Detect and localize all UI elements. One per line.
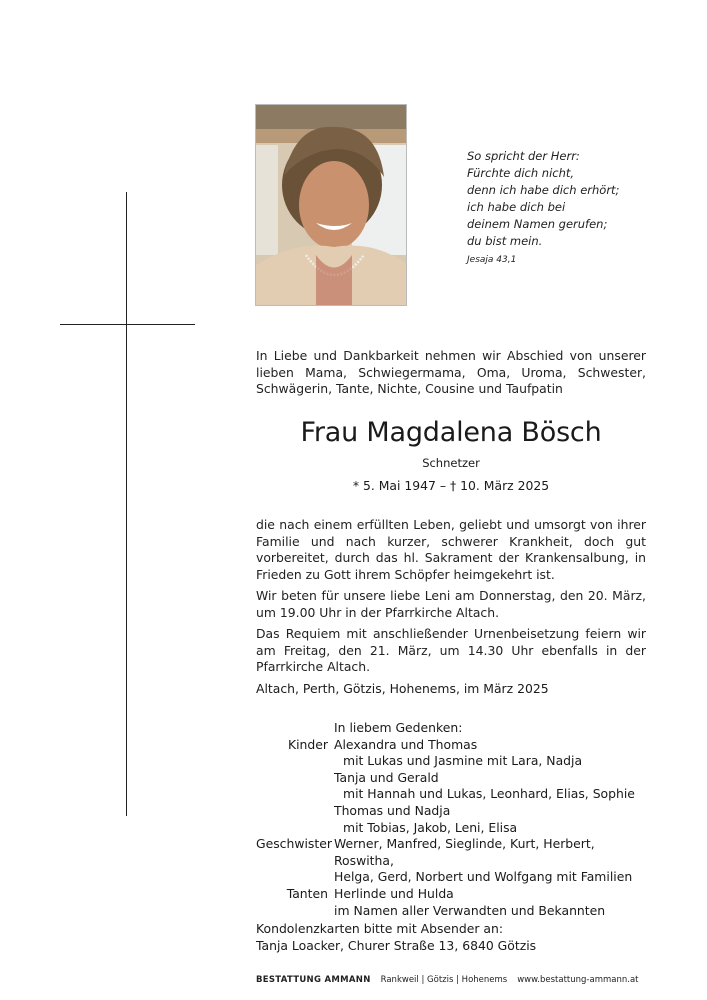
- list-item: [256, 886, 656, 903]
- maiden-name: Schnetzer: [422, 456, 480, 470]
- list-item: [256, 869, 656, 886]
- footer-website: www.bestattung-ammann.at: [517, 975, 639, 985]
- list-item: [256, 737, 656, 754]
- list-item: [256, 903, 656, 920]
- brand-word: AMMANN: [324, 975, 371, 985]
- verse-line: ich habe dich bei: [467, 200, 566, 214]
- relation-label: Tanten: [286, 885, 328, 901]
- bible-verse: [467, 148, 667, 269]
- list-item: [256, 720, 656, 737]
- relation-names: In liebem Gedenken:: [334, 720, 463, 735]
- list-item: [256, 786, 656, 803]
- relation-label: [256, 770, 334, 787]
- relation-label: Geschwister: [256, 836, 332, 852]
- list-item: [256, 836, 656, 869]
- relation-label: [256, 903, 334, 920]
- intro-paragraph: In Liebe und Dankbarkeit nehmen wir Abschied von unserer lieben Mama, Schwiegermama, Oma, Uroma, Schwester, Schwägerin, Tante, Nichte, Cousine und Taufpatin: [256, 348, 646, 396]
- brand-word: BESTATTUNG: [256, 975, 322, 985]
- condolence-line: Kondolenzkarten bitte mit Absender an:: [256, 921, 504, 936]
- verse-reference: Jesaja 43,1: [467, 255, 517, 265]
- relation-names: Tanja und Gerald: [334, 769, 439, 785]
- relation-names: Herlinde und Hulda: [334, 885, 454, 901]
- list-item: [256, 753, 656, 770]
- body-paragraph-2: Wir beten für unsere liebe Leni am Donnerstag, den 20. März, um 19.00 Uhr in der Pfarrkirche Altach.: [256, 588, 646, 620]
- deceased-name: Frau Magdalena Bösch: [300, 417, 602, 448]
- body-paragraph-1: die nach einem erfüllten Leben, geliebt und umsorgt von ihrer Familie und nach kurzer, schwerer Krankheit, doch gut vorbereitet, durch das hl. Sakrament der Krankensalbung, in Frieden zu Gott ihrem Schöpfer heimgekehrt ist.: [256, 517, 646, 582]
- cross-vertical-line: [126, 192, 127, 816]
- relation-label: [256, 753, 334, 770]
- relation-label: [256, 786, 334, 803]
- footer: [256, 975, 639, 985]
- condolence-address: [256, 920, 536, 954]
- relation-names: mit Tobias, Jakob, Leni, Elisa: [343, 819, 518, 835]
- list-item: [256, 770, 656, 787]
- relation-label: [256, 803, 334, 820]
- relation-names: Helga, Gerd, Norbert und Wolfgang mit Familien: [334, 869, 633, 885]
- place-date: Altach, Perth, Götzis, Hohenems, im März 2025: [256, 681, 549, 696]
- list-item: [256, 820, 656, 837]
- relation-names: Werner, Manfred, Sieglinde, Kurt, Herbert, Roswitha,: [334, 836, 595, 868]
- footer-locations: Rankweil | Götzis | Hohenems: [380, 975, 508, 985]
- life-dates: * 5. Mai 1947 – † 10. März 2025: [352, 478, 550, 493]
- relation-label: [256, 720, 334, 737]
- relation-label: [256, 869, 334, 886]
- relation-names: mit Lukas und Jasmine mit Lara, Nadja: [343, 753, 583, 769]
- verse-line: denn ich habe dich erhört;: [467, 183, 620, 197]
- list-item: [256, 803, 656, 820]
- relation-names: im Namen aller Verwandten und Bekannten: [334, 902, 606, 918]
- relation-label: Kinder: [287, 736, 328, 752]
- relation-label: [256, 820, 334, 837]
- verse-line: deinem Namen gerufen;: [467, 217, 608, 231]
- verse-line: So spricht der Herr:: [467, 149, 580, 163]
- funeral-home-logo: [256, 975, 371, 985]
- cross-horizontal-line: [60, 324, 195, 325]
- portrait-photo: [255, 104, 407, 306]
- survivors-list: [256, 720, 656, 919]
- body-paragraph-3: Das Requiem mit anschließender Urnenbeisetzung feiern wir am Freitag, den 21. März, um 14.30 Uhr ebenfalls in der Pfarrkirche Altach.: [256, 626, 646, 674]
- relation-names: Thomas und Nadja: [334, 802, 451, 818]
- relation-names: mit Hannah und Lukas, Leonhard, Elias, Sophie: [343, 786, 635, 802]
- verse-line: du bist mein.: [467, 234, 543, 248]
- condolence-line: Tanja Loacker, Churer Straße 13, 6840 Götzis: [256, 938, 537, 953]
- relation-names: Alexandra und Thomas: [334, 736, 478, 752]
- verse-line: Fürchte dich nicht,: [467, 166, 575, 180]
